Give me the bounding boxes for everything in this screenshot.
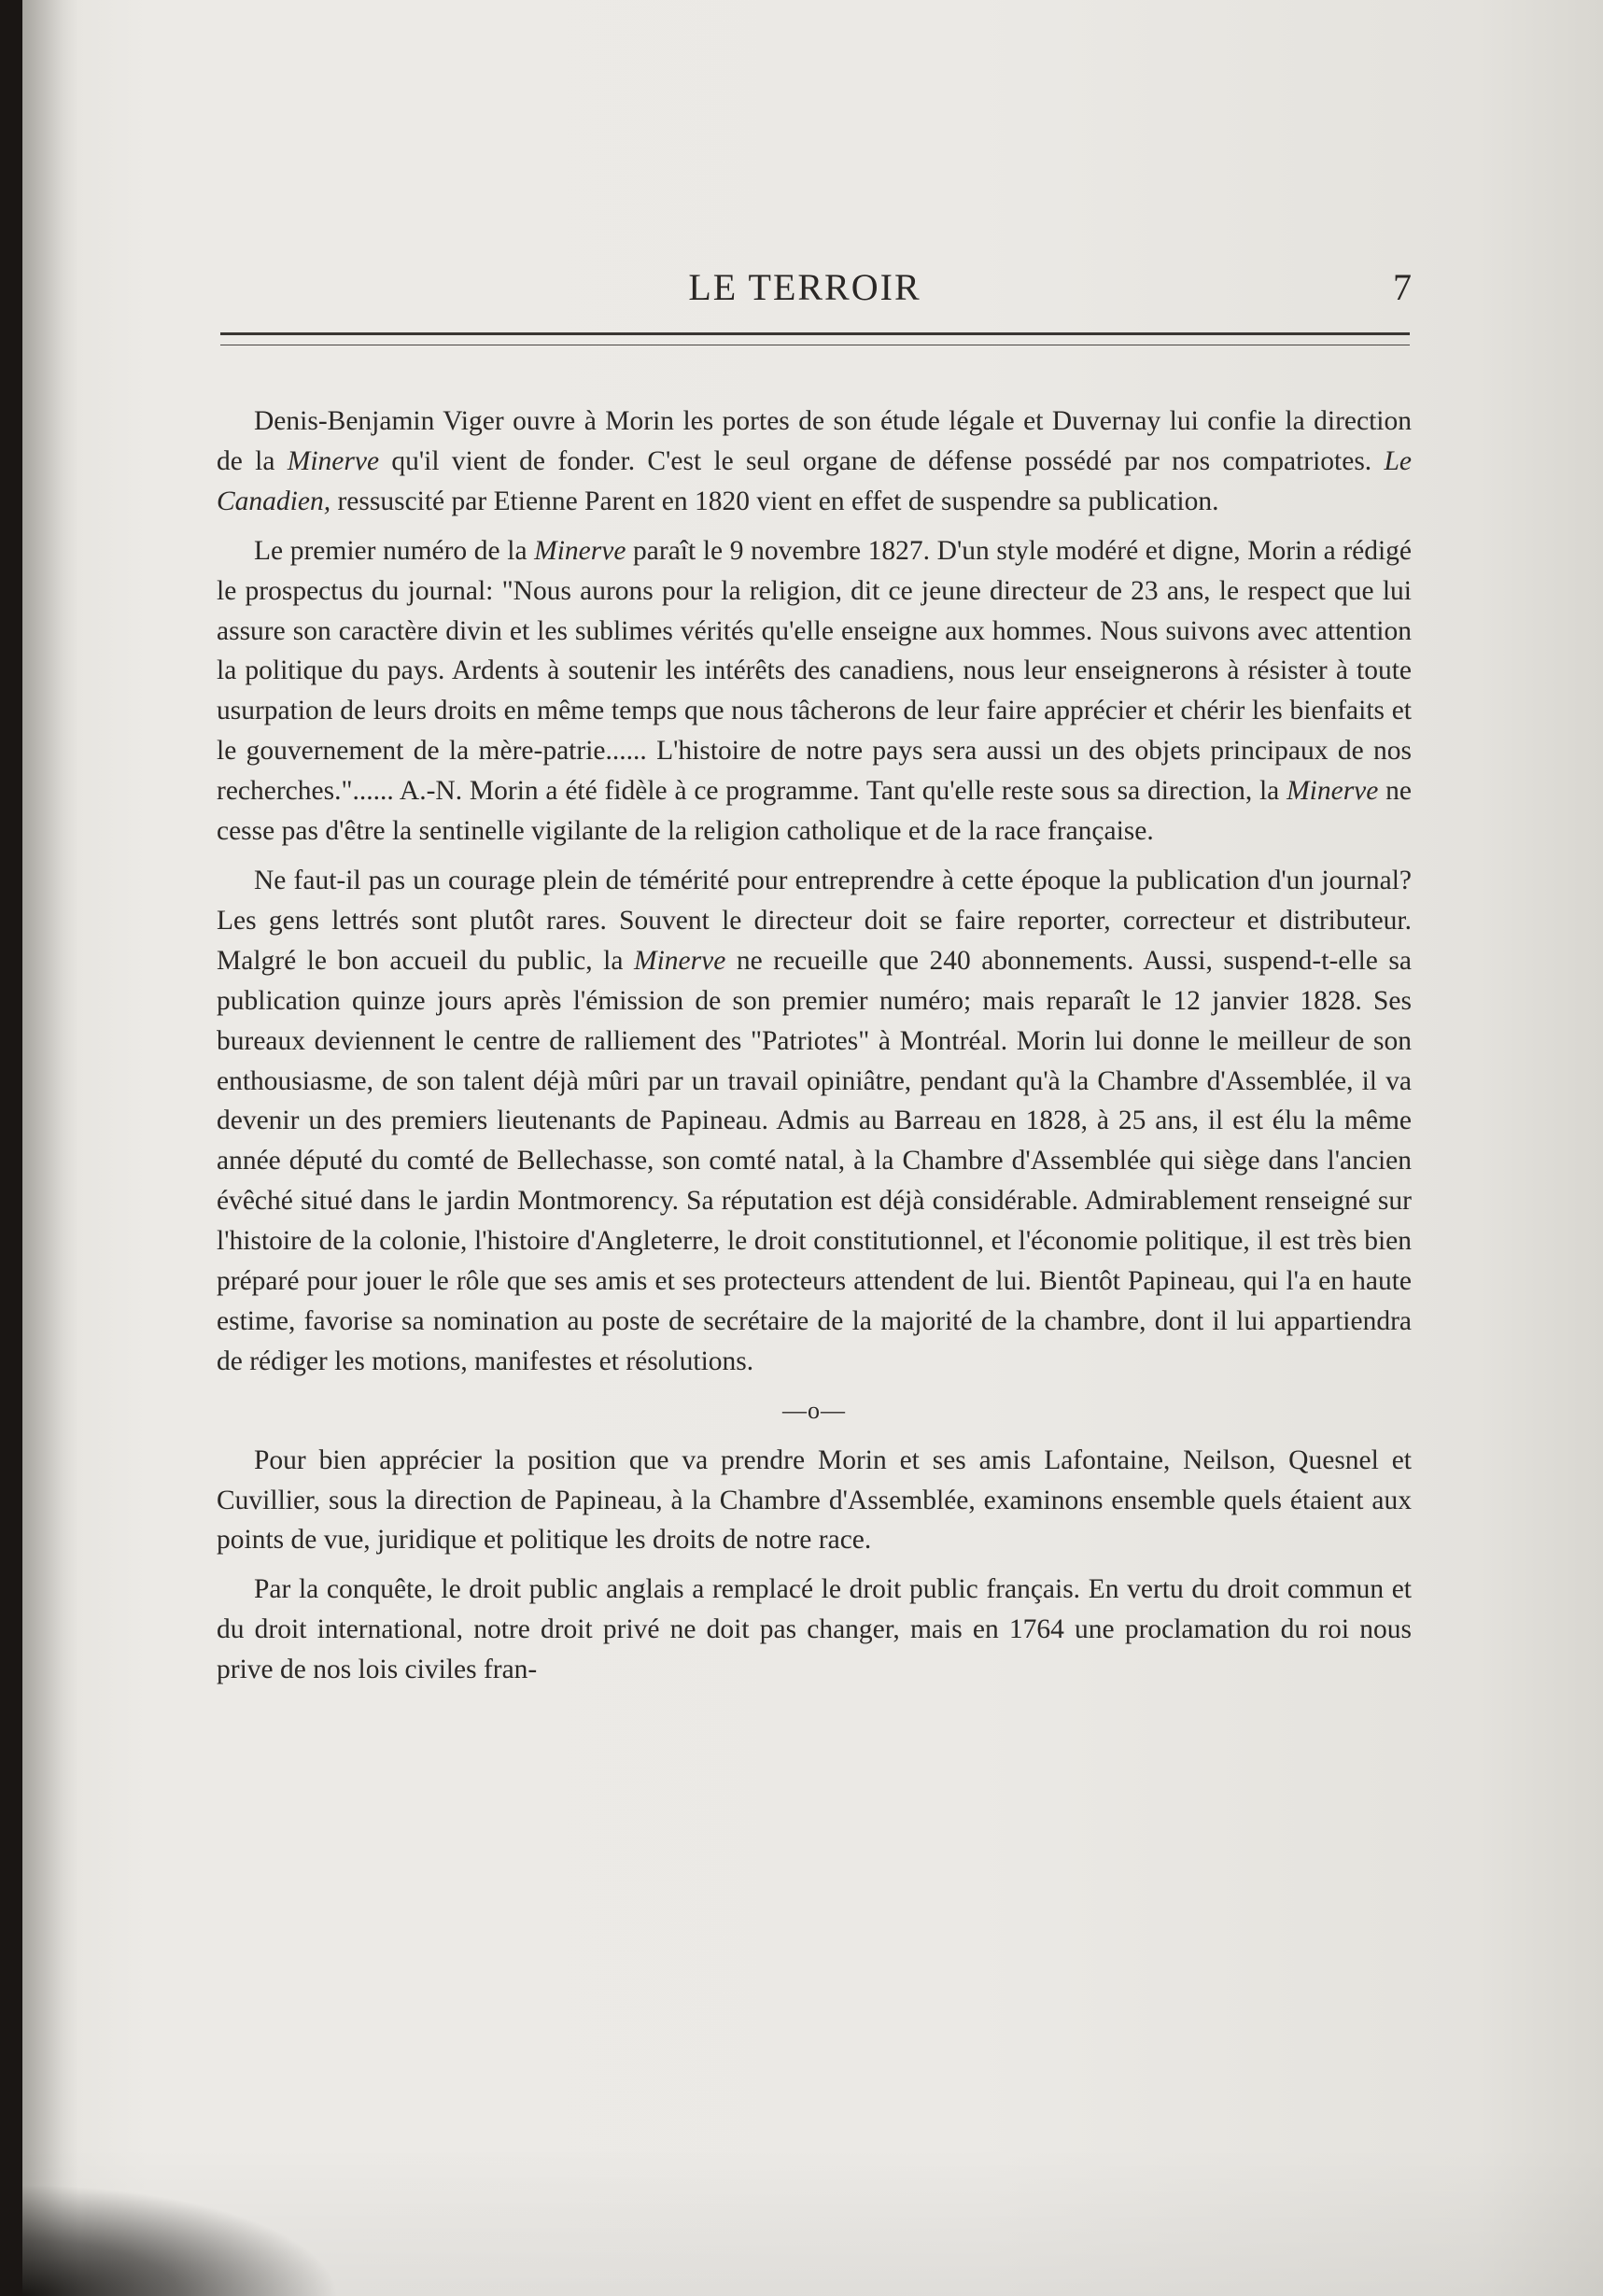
running-title: LE TERROIR bbox=[688, 266, 921, 308]
paragraph-3-text-c: ne recueille que 240 abonnements. Aussi, suspend-t-elle sa publication quinze jours après l'émission de son premier numéro; mais reparaît le 12 janvier 1828. Ses bureaux deviennent le centre de ralliement des "Patriotes" à Montréal. Morin lui donne le meilleur de son enthousiasme, de son talent déjà mûri par un travail opiniâtre, pendant qu'à la Chambre d'Assemblée, il va devenir un des premiers lieutenants de Papineau. Admis au Barreau en 1828, à 25 ans, il est élu la même année député du comté de Bellechasse, son comté natal, à la Chambre d'Assemblée qui siège dans l'ancien évêché situé dans le jardin Montmorency. Sa réputation est déjà considérable. Admirablement renseigné sur l'histoire de la colonie, l'histoire d'Angleterre, le droit constitutionnel, et l'économie politique, il est très bien préparé pour jouer le rôle que ses amis et ses protecteurs attendent de lui. Bientôt Papineau, qui l'a en haute estime, favorise sa nomination au poste de secrétaire de la majorité de la chambre, dont il lui appartiendra de rédiger les motions, manifestes et résolutions. bbox=[217, 945, 1412, 1376]
paragraph-2-text-e: ne cesse pas d'être la sentinelle vigilante de la religion catholique et de la race française. bbox=[217, 776, 1412, 847]
paragraph-1-text-a: Denis-Benjamin Viger ouvre à Morin les portes de son étude légale et Duvernay lui confie la direction de la bbox=[217, 406, 1412, 476]
paragraph-1 bbox=[217, 401, 1412, 522]
paragraph-2-text-c: paraît le 9 novembre 1827. D'un style modéré et digne, Morin a rédigé le prospectus du journal: "Nous aurons pour la religion, dit ce jeune directeur de 23 ans, le respect que lui assure son caractère divin et les sublimes vérités qu'elle enseigne aux hommes. Nous suivons avec attention la politique du pays. Ardents à soutenir les intérêts des canadiens, nous leur enseignerons à résister à toute usurpation de leurs droits en même temps que nous tâcherons de leur faire apprécier et chérir les bienfaits et le gouvernement de la mère-patrie...... L'histoire de notre pays sera aussi un des objets principaux de nos recherches."...... A.-N. Morin a été fidèle à ce programme. Tant qu'elle reste sous sa direction, la bbox=[217, 535, 1412, 807]
paragraph-3-italic-minerve: Minerve bbox=[634, 945, 726, 976]
section-separator: —o— bbox=[782, 1396, 846, 1424]
paragraph-2-italic-minerve-2: Minerve bbox=[1287, 776, 1379, 807]
paragraph-2 bbox=[217, 531, 1412, 852]
book-page bbox=[22, 0, 1603, 2296]
paragraph-1-italic-canadien: Le Canadien, bbox=[217, 445, 1412, 516]
paragraph-1-italic-minerve: Minerve bbox=[287, 445, 380, 476]
paragraph-5: Par la conquête, le droit public anglais a remplacé le droit public français. En vertu du droit commun et du droit international, notre droit privé ne doit pas changer, mais en 1764 une proclamation du roi nous prive de nos lois civiles fran- bbox=[217, 1574, 1412, 1685]
page-header bbox=[198, 265, 1412, 321]
paragraph-1-text-e: ressuscité par Etienne Parent en 1820 vient en effet de suspendre sa publication. bbox=[330, 486, 1219, 516]
paragraph-3 bbox=[217, 861, 1412, 1382]
body-text bbox=[217, 401, 1412, 1699]
page-number: 7 bbox=[1393, 266, 1412, 308]
paragraph-3-text-a: Ne faut-il pas un courage plein de témérité pour entreprendre à cette époque la publication d'un journal? Les gens lettrés sont plutôt rares. Souvent le directeur doit se faire reporter, correcteur et distributeur. Malgré le bon accueil du public, la bbox=[217, 865, 1412, 976]
paragraph-2-italic-minerve: Minerve bbox=[534, 535, 626, 566]
paragraph-4: Pour bien apprécier la position que va prendre Morin et ses amis Lafontaine, Neilson, Quesnel et Cuvillier, sous la direction de Papineau, à la Chambre d'Assemblée, examinons ensemble quels étaient aux points de vue, juridique et politique les droits de notre race. bbox=[217, 1444, 1412, 1556]
corner-shadow bbox=[22, 2184, 340, 2296]
header-rule bbox=[220, 332, 1410, 345]
paragraph-2-text-a: Le premier numéro de la bbox=[254, 535, 535, 566]
paragraph-1-text-c: qu'il vient de fonder. C'est le seul organe de défense possédé par nos compatriotes. bbox=[379, 445, 1385, 476]
